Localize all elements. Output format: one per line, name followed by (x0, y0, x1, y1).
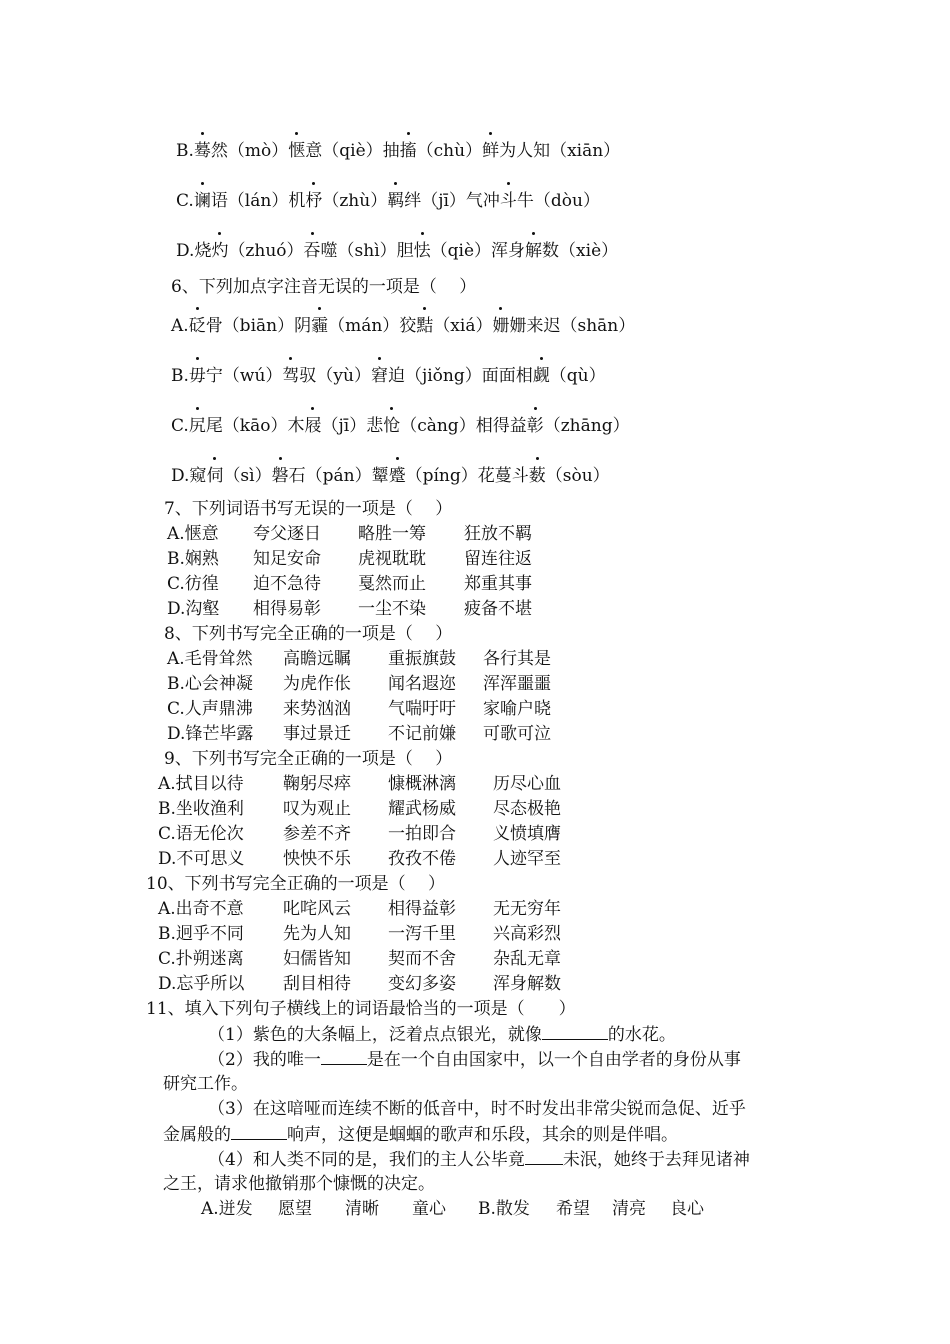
dotted-char: 杼 (305, 191, 323, 211)
table-cell: 刮目相待 (283, 974, 351, 994)
dotted-char: 彰 (526, 416, 544, 436)
q11-option-b-1: B.散发 (478, 1199, 530, 1219)
table-cell: 叹为观止 (283, 799, 351, 819)
option-term: 毋宁（wú） (188, 366, 283, 386)
table-cell: 参差不齐 (283, 824, 351, 844)
option-label: C. (171, 416, 189, 436)
table-cell: 兴高彩烈 (493, 924, 561, 944)
table-cell: 夸父逐日 (253, 524, 321, 544)
table-cell: 相得益彰 (388, 899, 456, 919)
dotted-char: 斗 (499, 191, 517, 211)
option-label: D. (171, 466, 190, 486)
table-cell: 相得易彰 (253, 599, 321, 619)
table-cell: 家喻户晓 (483, 699, 551, 719)
q11-sentence-4: （4）和人类不同的是，我们的主人公毕竟 未泯，她终于去拜见诸神 (208, 1150, 750, 1170)
table-cell: 慷概淋漓 (388, 774, 456, 794)
dotted-char: 砭 (188, 316, 206, 336)
table-cell: 狂放不羁 (464, 524, 532, 544)
option-term: 狡黠（xiá） (399, 316, 493, 336)
table-cell: 各行其是 (483, 649, 551, 669)
option-term: 悲怆（càng） (366, 416, 476, 436)
table-cell: A.拭目以待 (158, 774, 244, 794)
option-label: D. (176, 241, 195, 261)
dotted-char: 灼 (211, 241, 229, 261)
table-cell: D.沟壑 (167, 599, 220, 619)
table-cell: 叱咤风云 (283, 899, 351, 919)
table-cell: 鞠躬尽瘁 (283, 774, 351, 794)
option-label: B. (171, 366, 189, 386)
table-cell: 无无穷年 (493, 899, 561, 919)
option-term: 面面相觑（qù） (481, 366, 606, 386)
dotted-char: 怆 (383, 416, 401, 436)
option-term: 谰语（lán） (193, 191, 289, 211)
table-cell: 高瞻远瞩 (283, 649, 351, 669)
table-cell: 可歌可泣 (483, 724, 551, 744)
table-cell: 契而不舍 (388, 949, 456, 969)
option-term: 羁绊（jī） (387, 191, 466, 211)
q11-sentence-2: （2）我的唯一 是在一个自由国家中，以一个自由学者的身份从事 (208, 1050, 741, 1070)
option-term: 胆怯（qiè） (396, 241, 492, 261)
fill-blank-3[interactable] (231, 1123, 287, 1140)
table-cell: D.忘乎所以 (158, 974, 245, 994)
table-cell: 疲备不堪 (464, 599, 532, 619)
q11-option-a-4: 童心 (412, 1199, 446, 1219)
option-term: 相得益彰（zhāng） (475, 416, 630, 436)
dotted-char: 解 (525, 241, 543, 261)
table-cell: 孜孜不倦 (388, 849, 456, 869)
table-cell: 变幻多姿 (388, 974, 456, 994)
table-cell: D.不可思义 (158, 849, 245, 869)
option-term: 磐石（pán） (271, 466, 372, 486)
q5-option-c (176, 190, 600, 212)
table-cell: 郑重其事 (464, 574, 532, 594)
option-term: 烧灼（zhuó） (194, 241, 304, 261)
table-cell: B.心会神凝 (167, 674, 253, 694)
q11-option-a-2: 愿望 (278, 1199, 312, 1219)
dotted-char: 羁 (387, 191, 405, 211)
table-cell: B.迥乎不同 (158, 924, 244, 944)
table-cell: 怏怏不乐 (283, 849, 351, 869)
option-term: 浑身解数（xiè） (491, 241, 619, 261)
q11-option-a-3: 清晰 (345, 1199, 379, 1219)
q5-option-b (176, 140, 620, 162)
option-label: B. (176, 141, 194, 161)
table-cell: 知足安命 (253, 549, 321, 569)
table-cell: A.惬意 (167, 524, 219, 544)
table-cell: 闻名遐迩 (388, 674, 456, 694)
table-cell: C.人声鼎沸 (167, 699, 253, 719)
option-term: 窥伺（sì） (189, 466, 272, 486)
q11-option-b-4: 良心 (670, 1199, 704, 1219)
table-cell: 杂乱无章 (493, 949, 561, 969)
table-cell: A.毛骨耸然 (167, 649, 253, 669)
q6-option-d (171, 465, 610, 487)
table-cell: 一拍即合 (388, 824, 456, 844)
option-term: 蓦然（mò） (193, 141, 289, 161)
dotted-char: 鲜 (482, 141, 500, 161)
table-cell: 先为人知 (283, 924, 351, 944)
q6-stem: 6、下列加点字注音无误的一项是（ ） (171, 277, 477, 297)
dotted-char: 蓦 (193, 141, 211, 161)
table-cell: 来势汹汹 (283, 699, 351, 719)
table-cell: 义愤填膺 (493, 824, 561, 844)
option-term: 颦蹙（píng） (371, 466, 478, 486)
option-term: 惬意（qiè） (288, 141, 383, 161)
q5-option-d (176, 240, 618, 262)
table-cell: 浑浑噩噩 (483, 674, 551, 694)
q11-sentence-4-cont: 之王，请求他撤销那个慷慨的决定。 (163, 1174, 435, 1194)
option-term: 驾驭（yù） (282, 366, 371, 386)
table-cell: 略胜一筹 (358, 524, 426, 544)
q11-sentence-1: （1）紫色的大条幅上，泛着点点银光，就像 的水花。 (208, 1025, 676, 1045)
q6-option-a (171, 315, 635, 337)
dotted-char: 搐 (399, 141, 417, 161)
table-cell: 尽态极艳 (493, 799, 561, 819)
table-cell: 历尽心血 (493, 774, 561, 794)
option-term: 抽搐（chù） (382, 141, 483, 161)
table-cell: C.语无伦次 (158, 824, 244, 844)
option-term: 花蔓斗薮（sòu） (477, 466, 610, 486)
fill-blank-4[interactable] (525, 1148, 563, 1165)
dotted-char: 屐 (304, 416, 322, 436)
option-term: 鲜为人知（xiān） (482, 141, 621, 161)
table-cell: B.坐收渔利 (158, 799, 244, 819)
q6-option-b (171, 365, 606, 387)
q6-option-c (171, 415, 630, 437)
option-label: A. (171, 316, 189, 336)
fill-blank-1[interactable] (542, 1023, 608, 1040)
option-term: 砭骨（biān） (188, 316, 295, 336)
table-cell: 气喘吁吁 (388, 699, 456, 719)
option-term: 阴霾（mán） (294, 316, 400, 336)
dotted-char: 谰 (193, 191, 211, 211)
q11-sentence-3: （3）在这喑哑而连续不断的低音中，时不时发出非常尖锐而急促、近乎 (208, 1099, 746, 1119)
q11-stem: 11、填入下列句子横线上的词语最恰当的一项是（ ） (146, 999, 576, 1019)
table-cell: A.出奇不意 (158, 899, 244, 919)
q11-option-b-3: 清亮 (612, 1199, 646, 1219)
option-label: C. (176, 191, 194, 211)
table-cell: 一尘不染 (358, 599, 426, 619)
dotted-char: 薮 (528, 466, 546, 486)
option-term: 气冲斗牛（dòu） (465, 191, 600, 211)
dotted-char: 惬 (288, 141, 306, 161)
q11-option-b-2: 希望 (556, 1199, 590, 1219)
q7-stem: 7、下列词语书写无误的一项是（ ） (164, 499, 453, 519)
table-cell: 留连往返 (464, 549, 532, 569)
dotted-char: 霾 (311, 316, 329, 336)
q11-option-a-1: A.迸发 (201, 1199, 253, 1219)
table-cell: C.彷徨 (167, 574, 219, 594)
q11-sentence-2-cont: 研究工作。 (163, 1074, 248, 1094)
table-cell: 人迹罕至 (493, 849, 561, 869)
dotted-char: 姗 (492, 316, 510, 336)
dotted-char: 毋 (188, 366, 206, 386)
dotted-char: 伺 (206, 466, 224, 486)
dotted-char: 吞 (303, 241, 321, 261)
dotted-char: 觑 (532, 366, 550, 386)
table-cell: 一泻千里 (388, 924, 456, 944)
table-cell: 虎视耽耽 (358, 549, 426, 569)
table-cell: 浑身解数 (493, 974, 561, 994)
q9-stem: 9、下列书写完全正确的一项是（ ） (164, 749, 453, 769)
dotted-char: 磐 (271, 466, 289, 486)
option-term: 吞噬（shì） (303, 241, 397, 261)
table-cell: 迫不急待 (253, 574, 321, 594)
dotted-char: 驾 (282, 366, 300, 386)
dotted-char: 怯 (413, 241, 431, 261)
table-cell: 妇儒皆知 (283, 949, 351, 969)
table-cell: 事过景迁 (283, 724, 351, 744)
q8-stem: 8、下列书写完全正确的一项是（ ） (164, 624, 453, 644)
q11-sentence-3-cont: 金属般的 响声，这便是蝈蝈的歌声和乐段，其余的则是伴唱。 (163, 1125, 678, 1145)
table-cell: 不记前嫌 (388, 724, 456, 744)
option-term: 机杼（zhù） (288, 191, 388, 211)
table-cell: 戛然而止 (358, 574, 426, 594)
dotted-char: 尻 (188, 416, 206, 436)
table-cell: C.扑朔迷离 (158, 949, 244, 969)
dotted-char: 窘 (370, 366, 388, 386)
table-cell: 耀武杨威 (388, 799, 456, 819)
option-term: 姗姗来迟（shān） (492, 316, 636, 336)
fill-blank-2[interactable] (321, 1048, 367, 1065)
dotted-char: 黠 (416, 316, 434, 336)
option-term: 尻尾（kāo） (188, 416, 288, 436)
table-cell: 为虎作伥 (283, 674, 351, 694)
q10-stem: 10、下列书写完全正确的一项是（ ） (146, 874, 446, 894)
table-cell: 重振旗鼓 (388, 649, 456, 669)
table-cell: B.娴熟 (167, 549, 219, 569)
dotted-char: 蹙 (388, 466, 406, 486)
table-cell: D.锋芒毕露 (167, 724, 254, 744)
option-term: 木屐（jī） (287, 416, 367, 436)
option-term: 窘迫（jiǒng） (370, 366, 482, 386)
